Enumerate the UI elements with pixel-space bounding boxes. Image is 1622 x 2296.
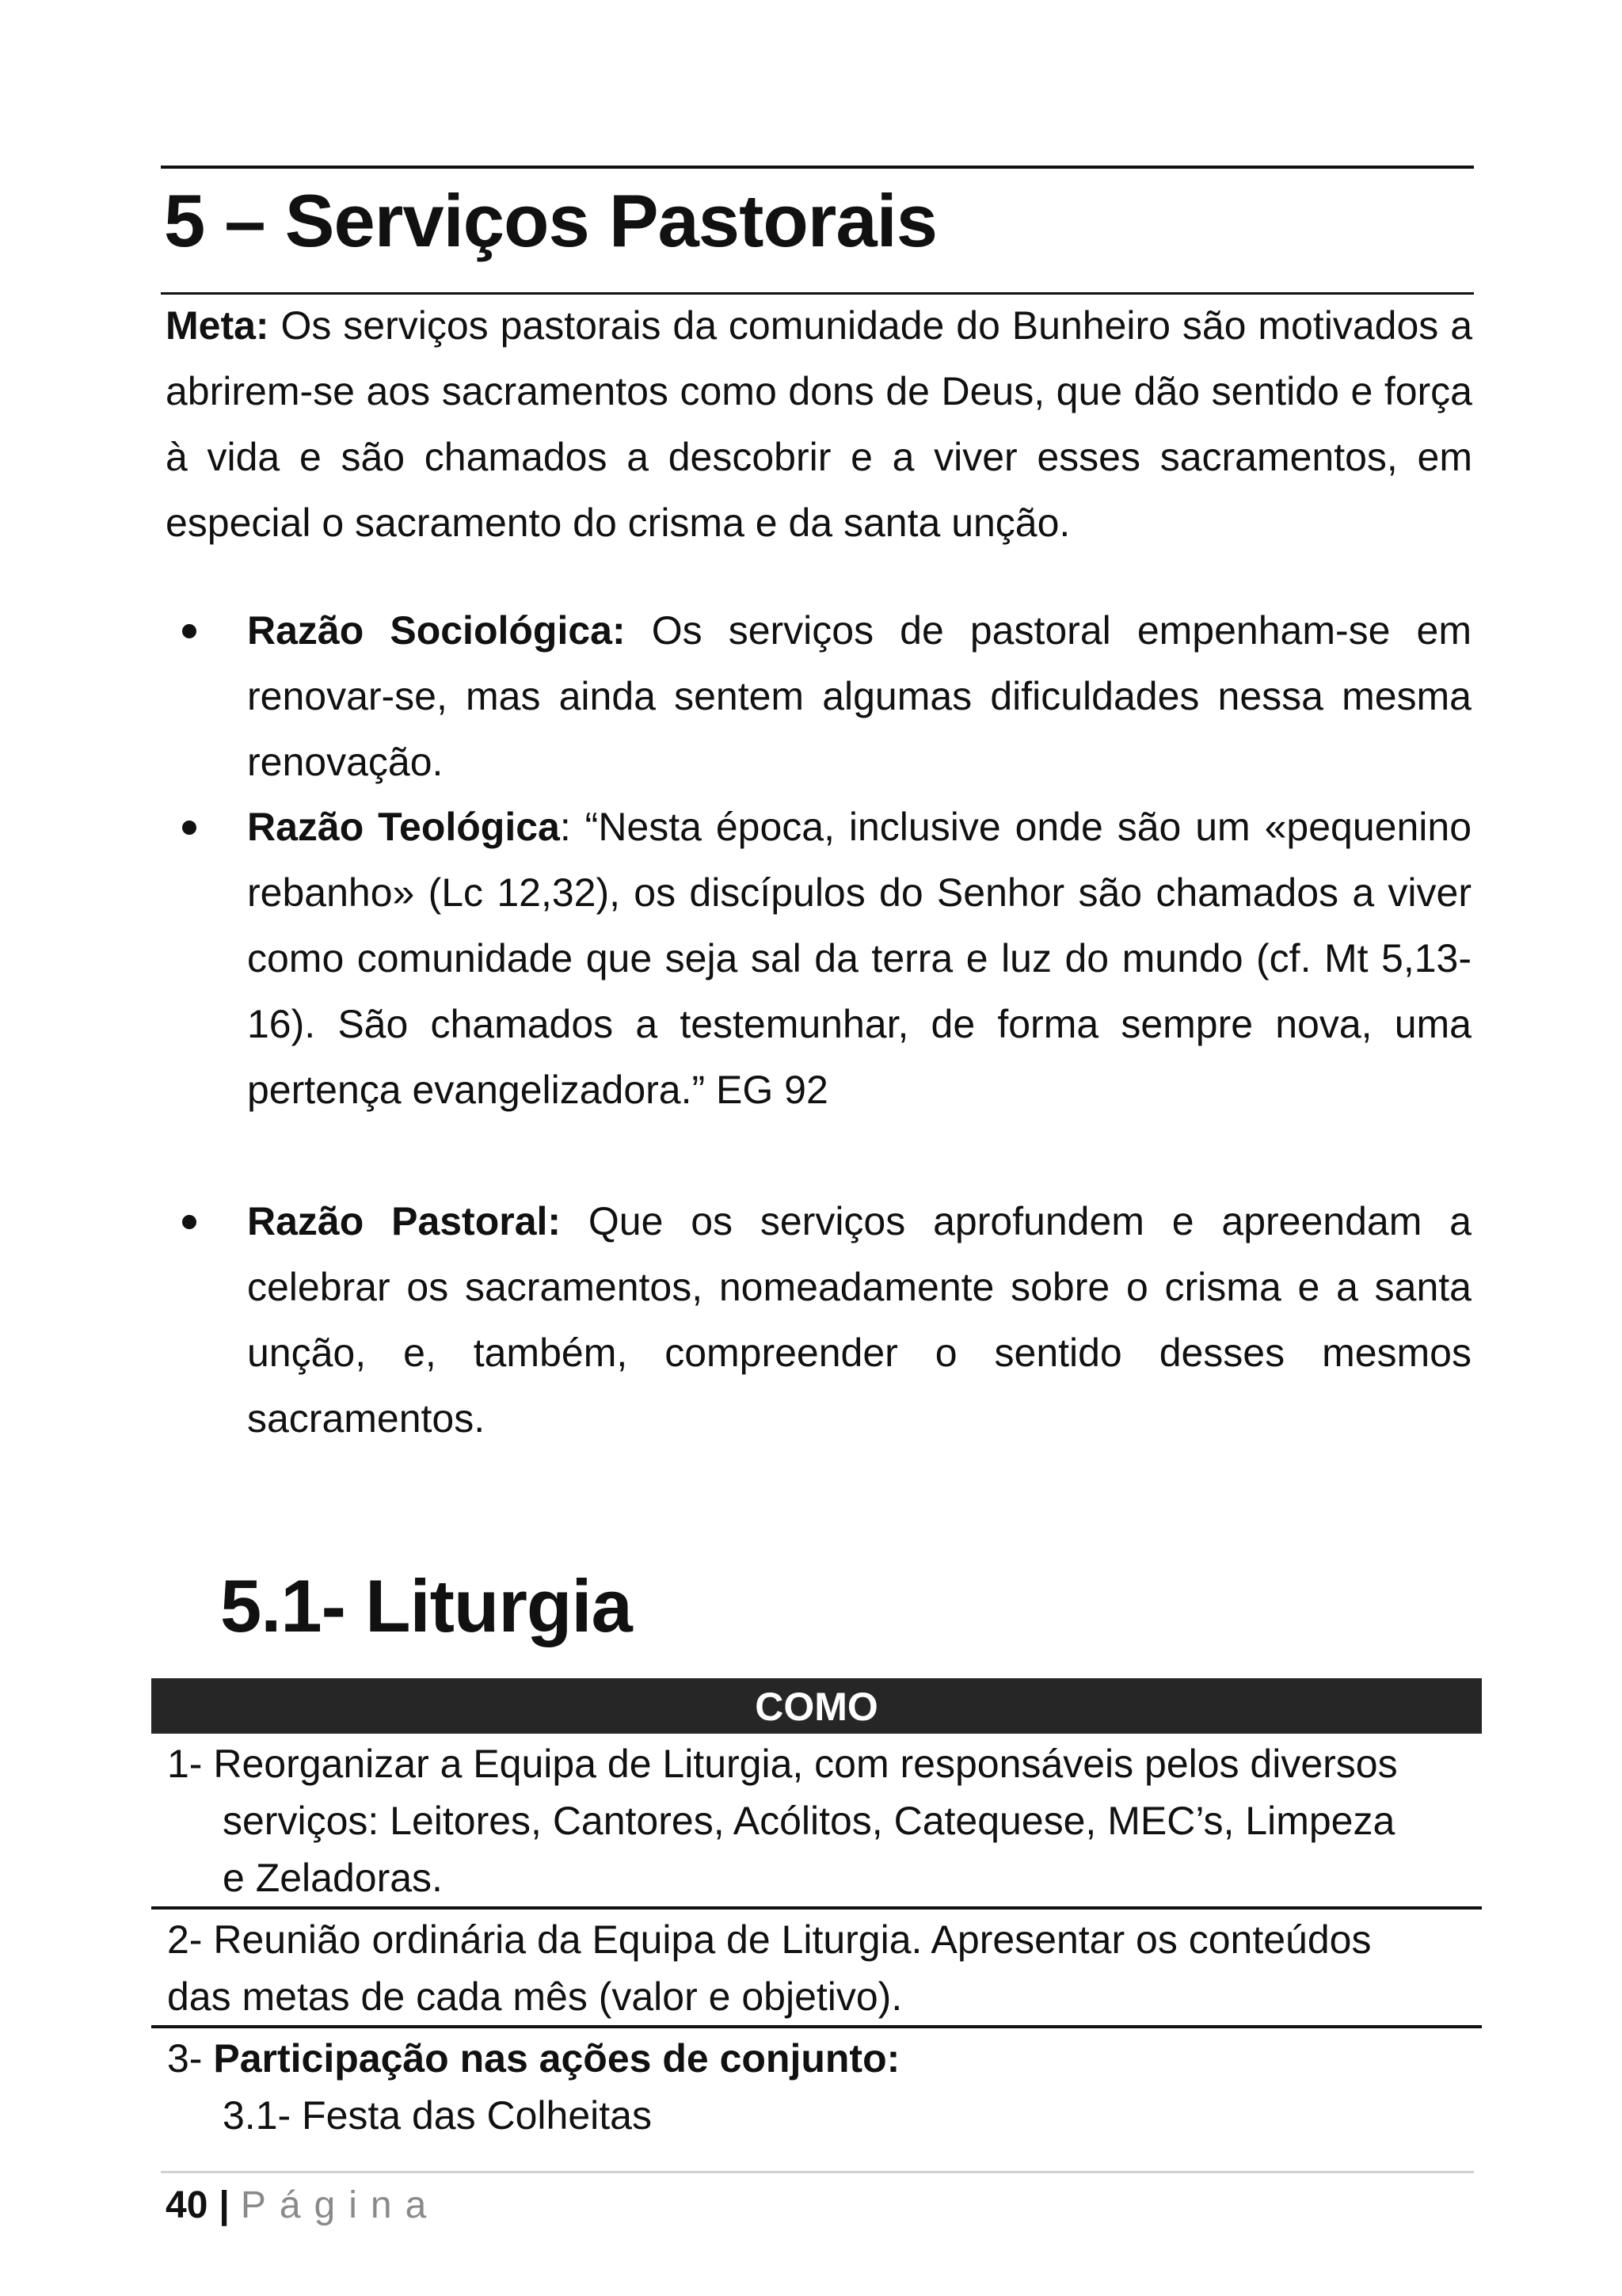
reason-sociological [247,598,1472,795]
table-row [151,2028,1482,2144]
section-title: 5 – Serviços Pastorais [164,179,938,262]
subsection-title: 5.1- Liturgia [220,1564,632,1647]
row-bold-label: Participação nas ações de conjunto: [213,2036,900,2081]
row-line: serviços: Leitores, Cantores, Acólitos, Catequese, MEC’s, Limpeza [223,1799,1395,1843]
table-row [151,1734,1482,1910]
table-row [151,1910,1482,2028]
row-subitem: 3.1- Festa das Colheitas [223,2093,652,2138]
page-footer [166,2180,440,2232]
row-line: e Zeladoras. [223,1856,443,1900]
reason-text: Os serviços de pastoral empenham-se em renovar-se, mas ainda sentem algumas dificuldades nessa mesma renovação. [247,608,1472,784]
row-line [167,2030,1468,2087]
footer-rule [161,2171,1474,2173]
row-line: das metas de cada mês (valor e objetivo). [167,1974,903,2019]
row-line: 1- Reorganizar a Equipa de Liturgia, com responsáveis pelos diversos [167,1742,1398,1786]
reason-theological [247,794,1472,1123]
table-header: COMO [151,1678,1482,1734]
top-rule [161,166,1474,169]
goal-text: Os serviços pastorais da comunidade do Bunheiro são motivados a abrirem-se aos sacramentos como dons de Deus, que dão sentido e força à vida e são chamados a descobrir e a viver esses sacramentos, em especial o sacramento do crisma e da santa unção. [166,303,1472,545]
row-line: 2- Reunião ordinária da Equipa de Liturgia. Apresentar os conteúdos [167,1917,1372,1962]
page-word: Página [240,2184,440,2226]
reason-label: Razão Sociológica: [247,608,626,653]
reason-pastoral [247,1189,1472,1452]
goal-label: Meta: [166,303,269,348]
liturgy-table [151,1678,1482,2144]
reason-text: Que os serviços aprofundem e apreendam a celebrar os sacramentos, nomeadamente sobre o crisma e a santa unção, e, também, compreender o sentido desses mesmos sacramentos. [247,1199,1472,1441]
row-prefix: 3- [167,2036,214,2081]
goal-paragraph [166,293,1472,556]
footer-separator: | [219,2184,230,2226]
reason-text: : “Nesta época, inclusive onde são um «pequenino rebanho» (Lc 12,32), os discípulos do Senhor são chamados a viver como comunidade que seja sal da terra e luz do mundo (cf. Mt 5,13-16). São chamados a testemunhar, de forma sempre nova, uma pertença evangelizadora.” EG 92 [247,805,1472,1112]
reason-label: Razão Teológica [247,805,560,849]
page-number: 40 [166,2184,208,2226]
reason-label: Razão Pastoral: [247,1199,562,1243]
